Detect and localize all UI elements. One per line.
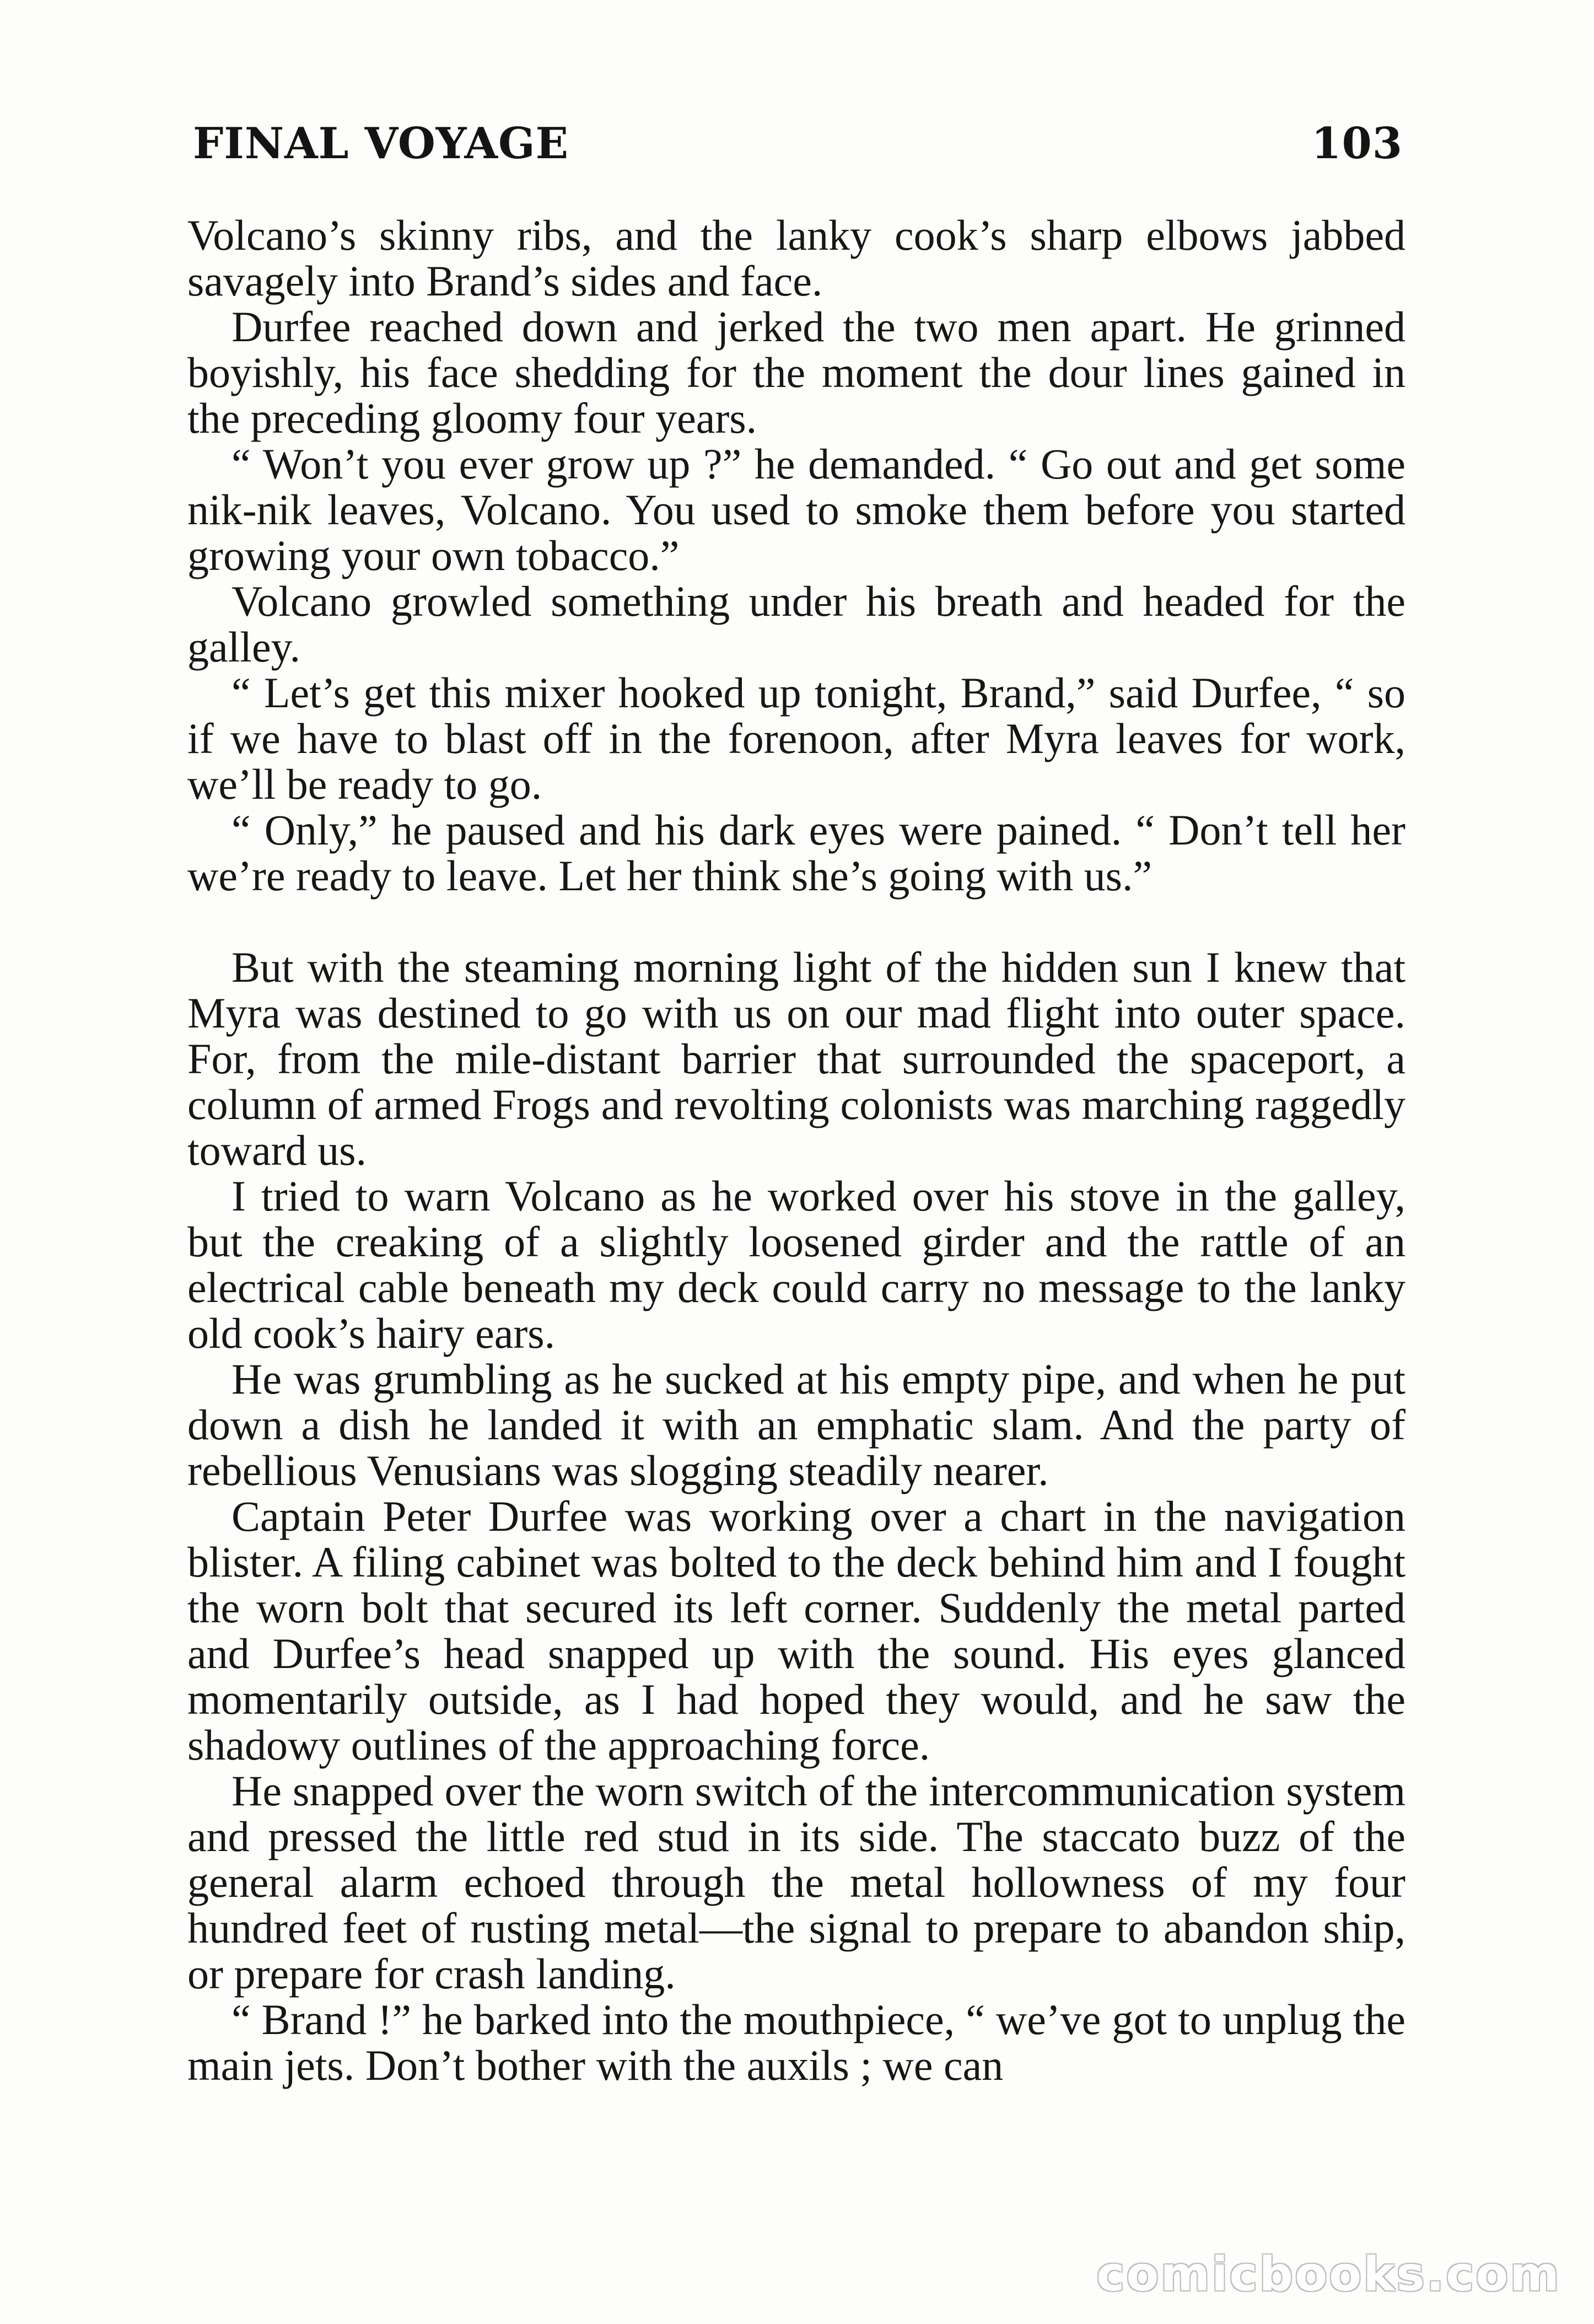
paragraph: Durfee reached down and jerked the two men apart. He grinned boyishly, his face shedding for the moment the dour lines gained in the preceding gloomy four years. (187, 303, 1405, 442)
paragraph: Volcano growled something under his breath and headed for the galley. (187, 577, 1405, 671)
paragraph: “ Only,” he paused and his dark eyes were pained. “ Don’t tell her we’re ready to leave. Let her think she’s going with us.” (187, 806, 1405, 900)
body-text (187, 212, 1405, 2088)
chapter-title: FINAL VOYAGE (193, 119, 569, 169)
paragraph: “ Let’s get this mixer hooked up tonight, Brand,” said Durfee, “ so if we have to blast off in the forenoon, after Myra leaves for work, we’ll be ready to go. (187, 669, 1405, 808)
paragraph: He snapped over the worn switch of the intercommunication system and pressed the little red stud in its side. The staccato buzz of the general alarm echoed through the metal hollowness of my four hundred feet of rusting metal—the signal to prepare to abandon ship, or prepare for crash landing. (187, 1767, 1405, 1998)
paragraph: “ Won’t you ever grow up ?” he demanded. “ Go out and get some nik-nik leaves, Volcano. You used to smoke them before you started growing your own tobacco.” (187, 440, 1405, 579)
paragraph: Captain Peter Durfee was working over a chart in the navigation blister. A filing cabinet was bolted to the deck behind him and I fought the worn bolt that secured its left corner. Suddenly the metal parted and Durfee’s head snapped up with the sound. His eyes glanced momentarily outside, as I had hoped they would, and he saw the shadowy outlines of the approaching force. (187, 1492, 1405, 1769)
paragraph: He was grumbling as he sucked at his empty pipe, and when he put down a dish he landed it with an emphatic slam. And the party of rebellious Venusians was slogging steadily nearer. (187, 1355, 1405, 1494)
paragraph: I tried to warn Volcano as he worked over his stove in the galley, but the creaking of a slightly loosened girder and the rattle of an electrical cable beneath my deck could carry no message to the lanky old cook’s hairy ears. (187, 1172, 1405, 1357)
page-number: 103 (1311, 119, 1403, 169)
paragraph: But with the steaming morning light of the hidden sun I knew that Myra was destined to go with us on our mad flight into outer space. For, from the mile-distant barrier that surrounded the spaceport, a column of armed Frogs and revolting colonists was marching raggedly toward us. (187, 943, 1405, 1174)
watermark: comicbooks.com (1096, 2247, 1561, 2302)
paragraph: “ Brand !” he barked into the mouthpiece, “ we’ve got to unplug the main jets. Don’t bother with the auxils ; we can (187, 1995, 1405, 2089)
paragraph: Volcano’s skinny ribs, and the lanky cook’s sharp elbows jabbed savagely into Brand’s sides and face. (187, 211, 1405, 305)
running-header (193, 119, 1403, 185)
